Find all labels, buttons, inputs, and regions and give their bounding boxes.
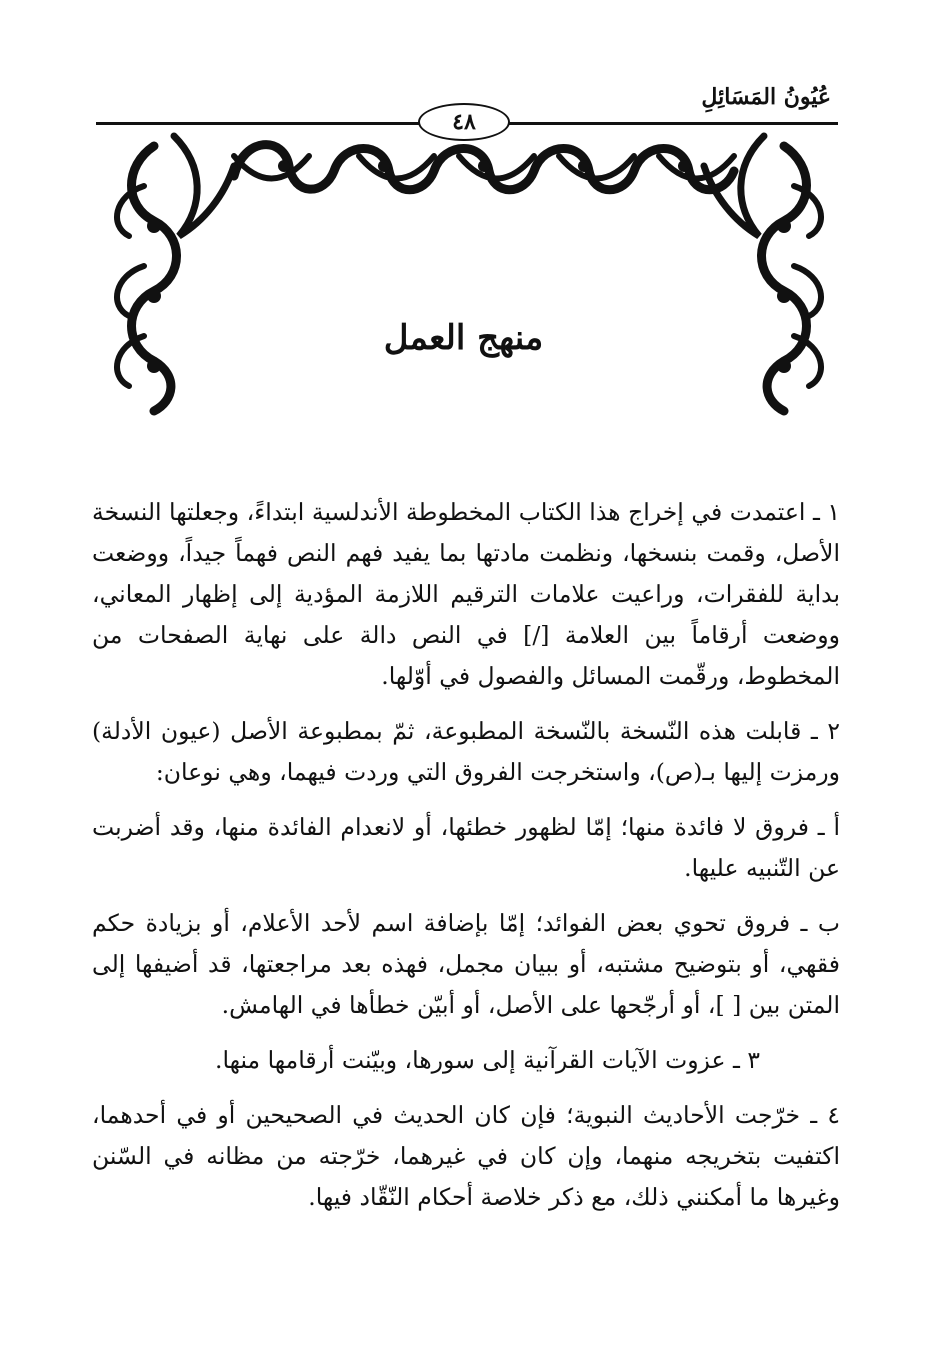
paragraph-2b: ب ـ فروق تحوي بعض الفوائد؛ إمّا بإضافة اسم لأحد الأعلام، أو بزيادة حكم فقهي، أو بتوضيح مشتبه، أو ببيان مجمل، فهذه بعد مراجعتها، قد أضيفها إلى المتن بين [ ]، أو أرجّحها على الأصل، أو أبيّن خطأها في الهامش. <box>92 909 840 1019</box>
arabesque-frame-icon <box>84 126 854 416</box>
paragraph-3: ٣ ـ عزوت الآيات القرآنية إلى سورها، وبيّنت أرقامها منها. <box>215 1046 760 1074</box>
body-text <box>92 492 840 1232</box>
paragraph-1: ١ ـ اعتمدت في إخراج هذا الكتاب المخطوطة الأندلسية ابتداءً، وجعلتها النسخة الأصل، وقمت بنسخها، ونظمت مادتها بما يفيد فهم النص فهماً جيداً، ووضعت بداية للفقرات، وراعيت علامات الترقيم اللازمة المؤدية إلى إظهار المعاني، ووضعت أرقاماً بين العلامة [/] في النص دالة على نهاية الصفحات من المخطوط، ورقّمت المسائل والفصول في أوّلها. <box>92 498 840 690</box>
paragraph-2a: أ ـ فروق لا فائدة منها؛ إمّا لظهور خطئها، أو لانعدام الفائدة منها، وقد أضربت عن التّنبيه عليها. <box>92 813 840 882</box>
page-number: ٤٨ <box>418 103 510 141</box>
paragraph-2: ٢ ـ قابلت هذه النّسخة بالنّسخة المطبوعة، ثمّ بمطبوعة الأصل (عيون الأدلة) ورمزت إليها بـ(ص)، واستخرجت الفروق التي وردت فيهما، وهي نوعان: <box>92 717 840 786</box>
paragraph-4: ٤ ـ خرّجت الأحاديث النبوية؛ فإن كان الحديث في الصحيحين أو في أحدهما، اكتفيت بتخريجه منهما، وإن كان في غيرهما، خرّجته من مظانه في السّنن وغيرها ما أمكنني ذلك، مع ذكر خلاصة أحكام النّقّاد فيها. <box>92 1101 840 1211</box>
chapter-title: منهج العمل <box>383 318 544 358</box>
running-title: عُيُونُ المَسَائِلِ <box>701 84 831 110</box>
